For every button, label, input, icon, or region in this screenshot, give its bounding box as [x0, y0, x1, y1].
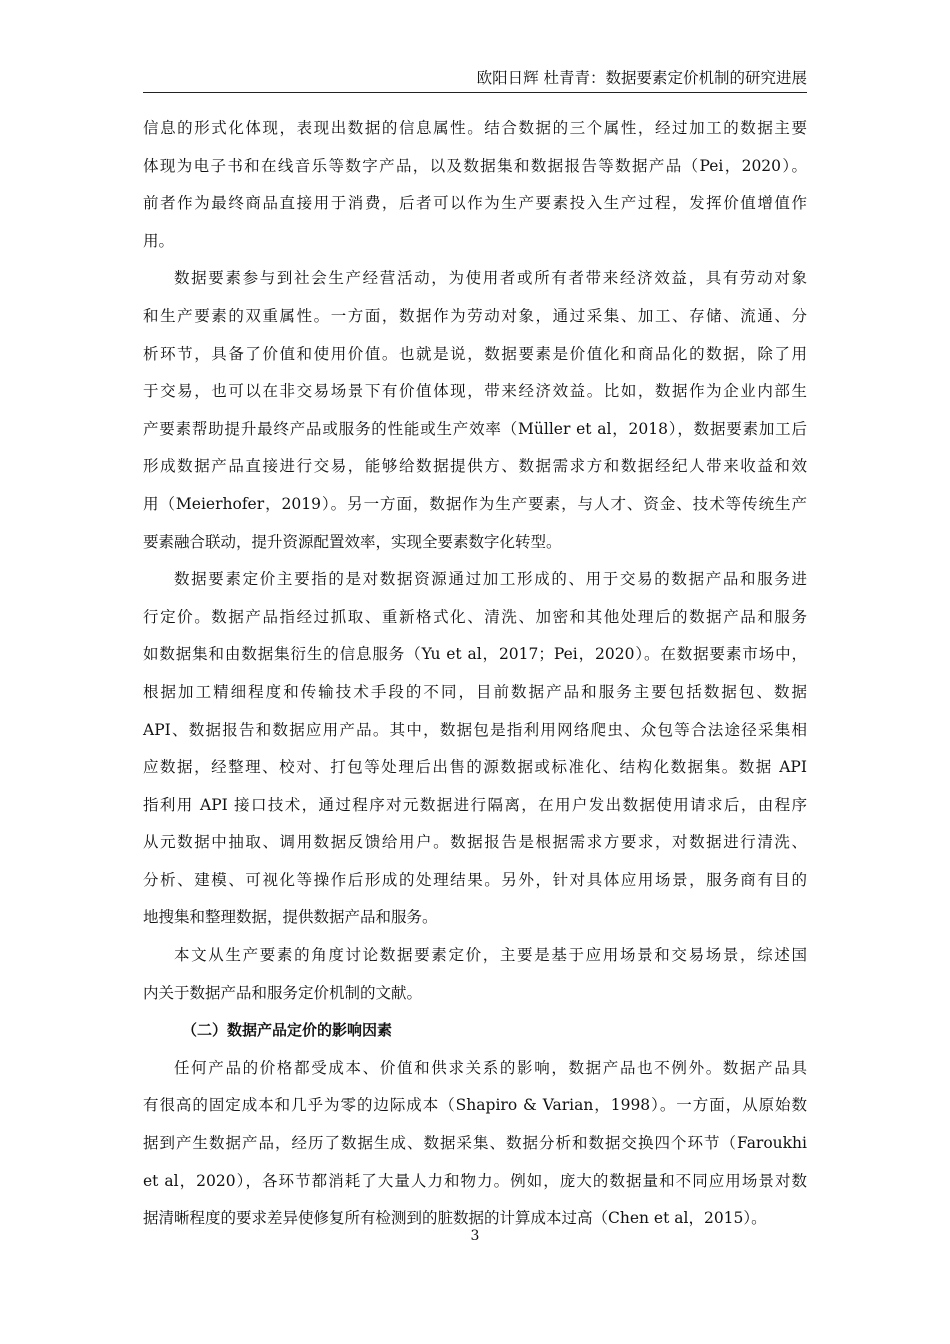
paragraph — [143, 1050, 807, 1238]
text-line: 内关于数据产品和服务定价机制的文献。 — [143, 983, 423, 1002]
text-line: 体现为电子书和在线音乐等数字产品，以及数据集和数据报告等数据产品（Pei，2020）。 — [143, 156, 807, 175]
text-line: 任何产品的价格都受成本、价值和供求关系的影响，数据产品也不例外。数据产品具 — [174, 1058, 807, 1077]
text-line: 前者作为最终商品直接用于消费，后者可以作为生产要素投入生产过程，发挥价值增值作 — [143, 194, 807, 213]
running-title: 欧阳日辉 杜青青：数据要素定价机制的研究进展 — [476, 69, 807, 87]
text-line: 地搜集和整理数据，提供数据产品和服务。 — [143, 908, 438, 927]
text-line: 应数据，经整理、校对、打包等处理后出售的源数据或标准化、结构化数据集。数据 API — [143, 758, 807, 777]
section-heading: （二）数据产品定价的影响因素 — [182, 1021, 393, 1040]
text-line: 分析、建模、可视化等操作后形成的处理结果。另外，针对具体应用场景，服务商有目的 — [143, 870, 807, 889]
paragraph — [143, 110, 807, 260]
text-line: 指利用 API 接口技术，通过程序对元数据进行隔离，在用户发出数据使用请求后，由程序 — [143, 795, 807, 814]
text-line: 据清晰程度的要求差异使修复所有检测到的脏数据的计算成本过高（Chen et al，2015）。 — [143, 1209, 767, 1228]
text-line: 要素融合联动，提升资源配置效率，实现全要素数字化转型。 — [143, 532, 562, 551]
text-line: 从元数据中抽取、调用数据反馈给用户。数据报告是根据需求方要求，对数据进行清洗、 — [143, 833, 807, 852]
text-line: API、数据报告和数据应用产品。其中，数据包是指利用网络爬虫、众包等合法途径采集相 — [143, 720, 807, 739]
paragraph — [143, 561, 807, 937]
text-line: 析环节，具备了价值和使用价值。也就是说，数据要素是价值化和商品化的数据，除了用 — [143, 344, 807, 363]
text-line: 本文从生产要素的角度讨论数据要素定价，主要是基于应用场景和交易场景，综述国 — [174, 946, 807, 965]
page-number: 3 — [470, 1228, 480, 1244]
text-line: 数据要素定价主要指的是对数据资源通过加工形成的、用于交易的数据产品和服务进 — [174, 570, 807, 589]
text-line: 形成数据产品直接进行交易，能够给数据提供方、数据需求方和数据经纪人带来收益和效 — [143, 457, 807, 476]
text-line: 产要素帮助提升最终产品或服务的性能或生产效率（Müller et al，2018），数据要素加工后 — [143, 419, 807, 438]
text-line: et al，2020），各环节都消耗了大量人力和物力。例如，庞大的数据量和不同应用场景对数 — [143, 1171, 807, 1190]
text-line: 行定价。数据产品指经过抓取、重新格式化、清洗、加密和其他处理后的数据产品和服务 — [143, 607, 807, 626]
text-line: 数据要素参与到社会生产经营活动，为使用者或所有者带来经济效益，具有劳动对象 — [174, 269, 807, 288]
paragraph — [143, 937, 807, 1012]
paragraph — [143, 260, 807, 561]
text-line: 根据加工精细程度和传输技术手段的不同，目前数据产品和服务主要包括数据包、数据 — [143, 682, 807, 701]
text-line: 有很高的固定成本和几乎为零的边际成本（Shapiro & Varian，1998）。一方面，从原始数 — [143, 1096, 807, 1115]
text-line: 于交易，也可以在非交易场景下有价值体现，带来经济效益。比如，数据作为企业内部生 — [143, 382, 807, 401]
text-line: 据到产生数据产品，经历了数据生成、数据采集、数据分析和数据交换四个环节（Faroukhi — [143, 1134, 807, 1153]
running-header — [143, 64, 807, 93]
text-line: 如数据集和由数据集衍生的信息服务（Yu et al，2017；Pei，2020）。在数据要素市场中， — [143, 645, 807, 664]
page-body — [143, 110, 807, 1238]
text-line: 和生产要素的双重属性。一方面，数据作为劳动对象，通过采集、加工、存储、流通、分 — [143, 306, 807, 325]
text-line: 用（Meierhofer，2019）。另一方面，数据作为生产要素，与人才、资金、技术等传统生产 — [143, 494, 807, 513]
text-line: 用。 — [143, 231, 175, 250]
text-line: 信息的形式化体现，表现出数据的信息属性。结合数据的三个属性，经过加工的数据主要 — [143, 119, 807, 137]
